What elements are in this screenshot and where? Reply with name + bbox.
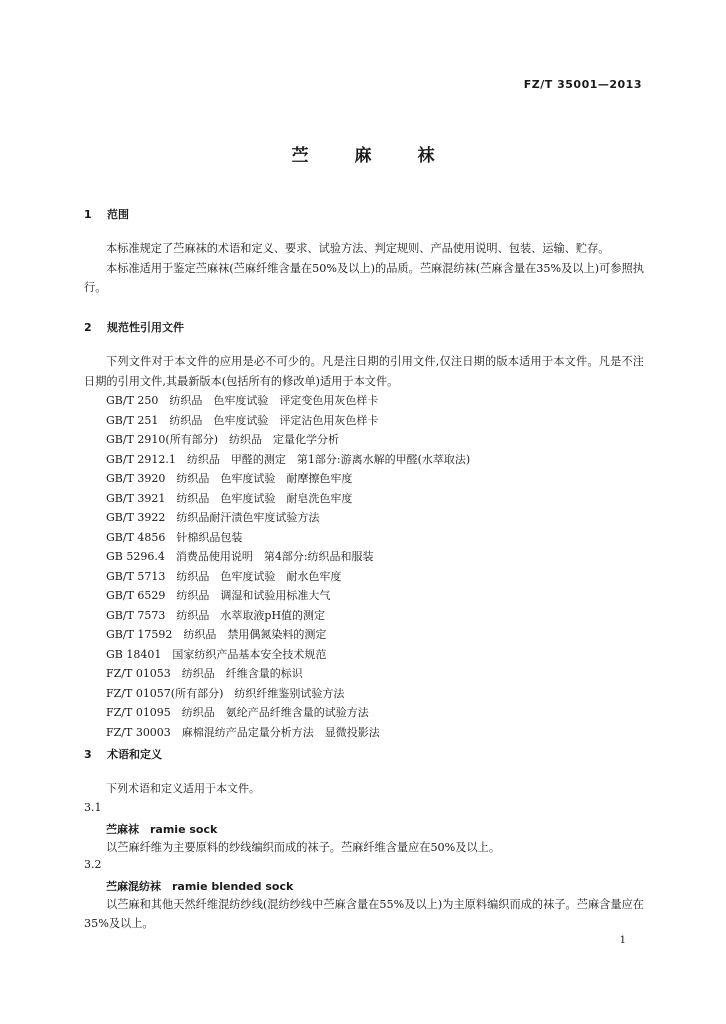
- reference-item: GB/T 4856 针棉织品包装: [106, 530, 243, 544]
- reference-item: GB/T 7573 纺织品 水萃取液pH值的测定: [106, 608, 326, 622]
- term-entry: [106, 878, 293, 894]
- section-title: 规范性引用文件: [107, 321, 184, 334]
- reference-item: FZ/T 01095 纺织品 氨纶产品纤维含量的试验方法: [106, 706, 369, 719]
- term-definition: [84, 838, 644, 857]
- term-definition: [84, 895, 644, 933]
- section-number: 2: [84, 321, 92, 334]
- section-2-heading: [84, 319, 184, 335]
- section-1-body: [84, 239, 644, 298]
- reference-item: GB 5296.4 消费品使用说明 第4部分:纺织品和服装: [106, 550, 374, 563]
- standard-code: FZ/T 35001—2013: [523, 78, 642, 91]
- term-chinese: 苎麻混纺袜: [106, 880, 161, 893]
- term-english: ramie sock: [150, 823, 218, 836]
- section-title: 范围: [107, 208, 129, 221]
- paragraph: 下列文件对于本文件的应用是必不可少的。凡是注日期的引用文件,仅注日期的版本适用于本文件。凡是不注日期的引用文件,其最新版本(包括所有的修改单)适用于本文件。: [84, 355, 644, 388]
- section-3-heading: [84, 746, 162, 762]
- term-chinese: 苎麻袜: [106, 823, 139, 836]
- section-number: 1: [84, 208, 92, 221]
- reference-item: GB/T 2912.1 纺织品 甲醛的测定 第1部分:游离水解的甲醛(水萃取法): [106, 452, 471, 466]
- term-english: ramie blended sock: [172, 880, 294, 893]
- reference-item: GB/T 6529 纺织品 调湿和试验用标准大气: [106, 589, 331, 602]
- section-3-intro: 下列术语和定义适用于本文件。: [106, 782, 260, 795]
- section-number: 3: [84, 748, 92, 761]
- reference-item: GB/T 2910(所有部分) 纺织品 定量化学分析: [106, 433, 339, 446]
- reference-item: GB/T 5713 纺织品 色牢度试验 耐水色牢度: [106, 569, 342, 583]
- reference-item: FZ/T 01053 纺织品 纤维含量的标识: [106, 667, 303, 680]
- term-number: 3.1: [84, 801, 102, 814]
- paragraph: 以苎麻和其他天然纤维混纺纱线(混纺纱线中苎麻含量在55%及以上)为主原料编织而成的袜子。苎麻含量应在35%及以上。: [84, 898, 644, 930]
- title-char-2: 麻: [354, 146, 372, 166]
- section-1-heading: [84, 206, 129, 222]
- reference-item: GB/T 3922 纺织品耐汗渍色牢度试验方法: [106, 511, 320, 524]
- reference-item: FZ/T 30003 麻棉混纺产品定量分析方法 显微投影法: [106, 725, 380, 739]
- title-char-1: 苎: [291, 146, 309, 166]
- reference-list: [106, 391, 470, 742]
- term-entry: [106, 821, 217, 837]
- term-number: 3.2: [84, 858, 102, 871]
- reference-item: GB/T 3921 纺织品 色牢度试验 耐皂洗色牢度: [106, 491, 353, 505]
- paragraph: 本标准适用于鉴定苎麻袜(苎麻纤维含量在50%及以上)的品质。苎麻混纺袜(苎麻含量在35%及以上)可参照执行。: [84, 261, 644, 294]
- reference-item: FZ/T 01057(所有部分) 纺织纤维鉴别试验方法: [106, 686, 345, 700]
- section-title: 术语和定义: [107, 748, 162, 761]
- reference-item: GB 18401 国家纺织产品基本安全技术规范: [106, 647, 327, 661]
- page-number: 1: [619, 935, 626, 946]
- reference-item: GB/T 3920 纺织品 色牢度试验 耐摩擦色牢度: [106, 472, 353, 485]
- paragraph: 本标准规定了苎麻袜的术语和定义、要求、试验方法、判定规则、产品使用说明、包装、运输、贮存。: [106, 242, 610, 255]
- reference-item: GB/T 17592 纺织品 禁用偶氮染料的测定: [106, 628, 327, 641]
- document-title: [0, 141, 726, 166]
- paragraph: 以苎麻纤维为主要原料的纱线编织而成的袜子。苎麻纤维含量应在50%及以上。: [106, 841, 501, 854]
- title-char-3: 袜: [417, 146, 435, 166]
- reference-item: GB/T 251 纺织品 色牢度试验 评定沾色用灰色样卡: [106, 413, 379, 427]
- section-2-intro: [84, 352, 644, 391]
- reference-item: GB/T 250 纺织品 色牢度试验 评定变色用灰色样卡: [106, 394, 379, 407]
